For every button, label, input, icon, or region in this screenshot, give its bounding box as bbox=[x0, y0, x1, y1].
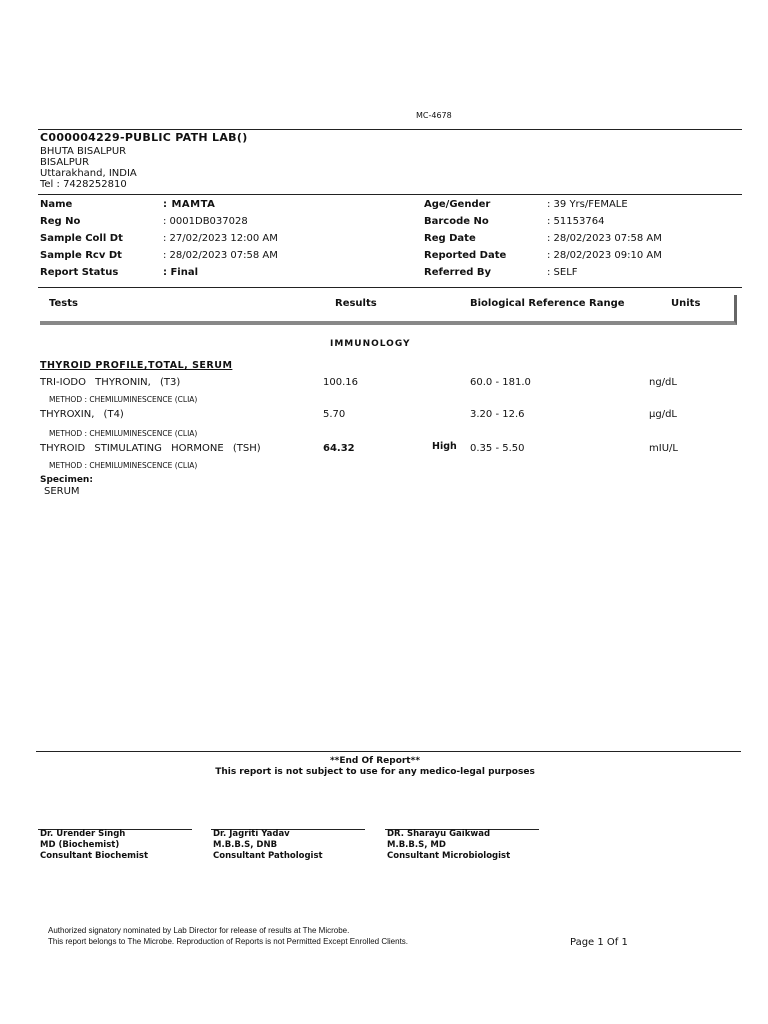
test-name-t4: THYROXIN, (T4) bbox=[40, 409, 124, 420]
reg-date-label: Reg Date bbox=[424, 233, 476, 244]
reg-no-label: Reg No bbox=[40, 216, 81, 227]
signatory-2-name: Dr. Jagriti Yadav bbox=[213, 829, 290, 839]
barcode-label: Barcode No bbox=[424, 216, 489, 227]
sample-coll-value: : 27/02/2023 12:00 AM bbox=[163, 233, 278, 244]
lab-telephone: Tel : 7428252810 bbox=[40, 179, 127, 190]
end-rule bbox=[36, 751, 741, 752]
test-name-tsh: THYROID STIMULATING HORMONE (TSH) bbox=[40, 443, 261, 454]
test-method-t3: METHOD : CHEMILUMINESCENCE (CLIA) bbox=[49, 395, 198, 404]
test-flag-tsh: High bbox=[432, 441, 457, 452]
test-name-t3: TRI-IODO THYRONIN, (T3) bbox=[40, 377, 181, 388]
test-method-tsh: METHOD : CHEMILUMINESCENCE (CLIA) bbox=[49, 461, 198, 470]
age-gender-value: : 39 Yrs/FEMALE bbox=[547, 199, 628, 210]
barcode-value: : 51153764 bbox=[547, 216, 605, 227]
header-rule-top bbox=[38, 129, 742, 130]
test-result-t3: 100.16 bbox=[323, 377, 358, 388]
lab-address-line-2: BISALPUR bbox=[40, 157, 90, 168]
tests-table-header bbox=[40, 295, 737, 325]
test-method-t4: METHOD : CHEMILUMINESCENCE (CLIA) bbox=[49, 429, 198, 438]
patient-rule-bottom bbox=[38, 287, 742, 288]
report-status-label: Report Status bbox=[40, 267, 119, 278]
test-range-t4: 3.20 - 12.6 bbox=[470, 409, 525, 420]
referred-by-value: : SELF bbox=[547, 267, 578, 278]
header-reference-range: Biological Reference Range bbox=[470, 298, 625, 309]
test-unit-t4: µg/dL bbox=[649, 409, 677, 420]
sample-coll-label: Sample Coll Dt bbox=[40, 233, 123, 244]
header-tests: Tests bbox=[49, 298, 78, 309]
panel-title: THYROID PROFILE,TOTAL, SERUM bbox=[40, 360, 233, 371]
patient-name-value: : MAMTA bbox=[163, 199, 216, 210]
end-of-report: **End Of Report** bbox=[329, 756, 421, 766]
signatory-2 bbox=[213, 829, 323, 862]
reported-date-value: : 28/02/2023 09:10 AM bbox=[547, 250, 662, 261]
test-result-t4: 5.70 bbox=[323, 409, 346, 420]
header-results: Results bbox=[335, 298, 377, 309]
section-title: IMMUNOLOGY bbox=[330, 339, 411, 349]
test-range-t3: 60.0 - 181.0 bbox=[470, 377, 531, 388]
specimen-label: Specimen: bbox=[40, 475, 93, 485]
sample-rcv-value: : 28/02/2023 07:58 AM bbox=[163, 250, 278, 261]
test-range-tsh: 0.35 - 5.50 bbox=[470, 443, 525, 454]
footer-authorization-note: Authorized signatory nominated by Lab Director for release of results at The Microbe. bbox=[48, 926, 350, 935]
reg-no-value: : 0001DB037028 bbox=[163, 216, 248, 227]
signatory-1 bbox=[40, 829, 148, 862]
patient-name-label: Name bbox=[40, 199, 73, 210]
test-unit-t3: ng/dL bbox=[649, 377, 677, 388]
signatory-1-degree: MD (Biochemist) bbox=[40, 840, 120, 850]
sample-rcv-label: Sample Rcv Dt bbox=[40, 250, 122, 261]
signatory-1-name: Dr. Urender Singh bbox=[40, 829, 126, 839]
reg-date-value: : 28/02/2023 07:58 AM bbox=[547, 233, 662, 244]
header-units: Units bbox=[671, 298, 701, 309]
signatory-3-degree: M.B.B.S, MD bbox=[387, 840, 446, 850]
signatory-2-degree: M.B.B.S, DNB bbox=[213, 840, 278, 850]
reported-date-label: Reported Date bbox=[424, 250, 507, 261]
lab-name: C000004229-PUBLIC PATH LAB() bbox=[40, 131, 248, 144]
page-number: Page 1 Of 1 bbox=[570, 937, 628, 948]
signatory-3-name: DR. Sharayu Gaikwad bbox=[387, 829, 491, 839]
signatory-2-role: Consultant Pathologist bbox=[213, 851, 323, 861]
test-result-tsh: 64.32 bbox=[323, 443, 355, 454]
lab-address-line-3: Uttarakhand, INDIA bbox=[40, 168, 137, 179]
lab-address-line-1: BHUTA BISALPUR bbox=[40, 146, 127, 157]
test-unit-tsh: mIU/L bbox=[649, 443, 678, 454]
report-status-value: : Final bbox=[163, 267, 199, 278]
signatory-3-role: Consultant Microbiologist bbox=[387, 851, 511, 861]
signatory-3 bbox=[387, 829, 510, 862]
medico-legal-note: This report is not subject to use for any medico-legal purposes bbox=[215, 767, 535, 777]
specimen-value: SERUM bbox=[44, 486, 80, 497]
patient-rule-top bbox=[38, 194, 742, 195]
document-code: MC-4678 bbox=[416, 111, 452, 120]
age-gender-label: Age/Gender bbox=[424, 199, 491, 210]
signatory-1-role: Consultant Biochemist bbox=[40, 851, 149, 861]
referred-by-label: Referred By bbox=[424, 267, 492, 278]
footer-reproduction-note: This report belongs to The Microbe. Reproduction of Reports is not Permitted Except Enrolled Clients. bbox=[48, 937, 409, 946]
